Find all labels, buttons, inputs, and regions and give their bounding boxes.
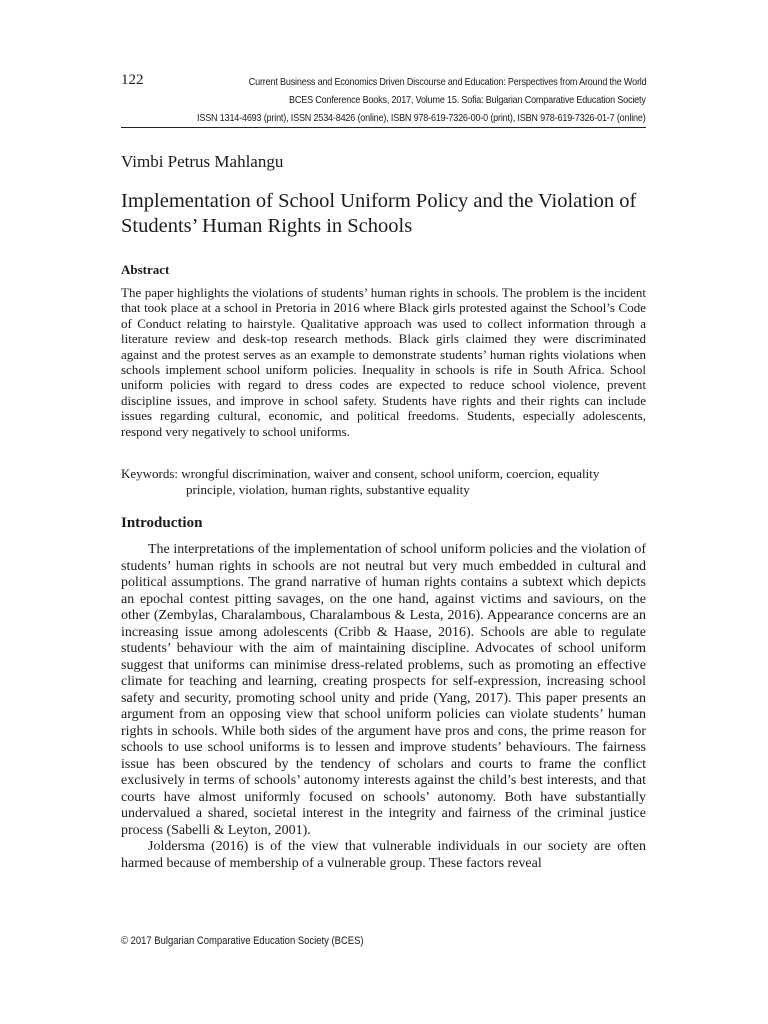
abstract-heading: Abstract xyxy=(121,262,170,277)
abstract-body: The paper highlights the violations of students’ human rights in schools. The problem is the incident that took place at a school in Pretoria in 2016 where Black girls protested against the School’s Code of Conduct relating to hairstyle. Qualitative approach was used to collect information through a literature review and desk-top research methods. Black girls claimed they were discriminated against and the protest serves as an example to demonstrate students’ human rights violations when schools implement school uniform policies. Inequality in schools is rife in South Africa. School uniform policies with regard to dress codes are expected to reduce school violence, prevent discipline issues, and improve in school safety. Students have rights and their rights can include issues regarding cultural, economic, and political freedoms. Students, especially adolescents, respond very negatively to school uniforms. xyxy=(121,285,646,439)
header-series-info: BCES Conference Books, 2017, Volume 15. Sofia: Bulgarian Comparative Education Society xyxy=(289,94,646,106)
introduction-paragraph: The interpretations of the implementation of school uniform policies and the violation of students’ human rights in schools are not neutral but very much embedded in cultural and political assumptions. The grand narrative of human rights contains a subtext which depicts an epochal contest pitting savages, on the one hand, against victims and saviours, on the other (Zembylas, Charalambous, Charalambous & Lesta, 2016). Appearance concerns are an increasing issue among adolescents (Cribb & Haase, 2016). Schools are able to regulate students’ behaviour with the aim of maintaining discipline. Advocates of school uniform suggest that uniforms can minimise dress-related problems, such as promoting an effective climate for teaching and learning, creating prospects for self-expression, increasing school safety and security, promoting school unity and pride (Yang, 2017). This paper presents an argument from an opposing view that school uniform policies can violate students’ human rights in schools. While both sides of the argument have pros and cons, the prime reason for schools to use school uniforms is to lessen and improve students’ behaviours. The fairness issue has been obscured by the tendency of scholars and courts to frame the conflict exclusively in terms of schools’ autonomy interests against the child’s best interests, and that courts have almost uniformly focused on schools’ autonomy. Both have substantially undervalued a shared, societal interest in the integrity and fairness of the criminal justice process (Sabelli & Leyton, 2001). xyxy=(121,542,646,838)
keywords xyxy=(121,466,661,498)
page-number: 122 xyxy=(121,72,144,88)
header-isbn: ISSN 1314-4693 (print), ISSN 2534-8426 (online), ISBN 978-619-7326-00-0 (print), ISBN 978-619-7326-01-7 (online) xyxy=(197,112,646,124)
author-name: Vimbi Petrus Mahlangu xyxy=(121,152,284,171)
header-rule xyxy=(121,127,646,128)
keywords-line-2: principle, violation, human rights, substantive equality xyxy=(186,482,470,497)
header-book-title: Current Business and Economics Driven Discourse and Education: Perspectives from Around the World xyxy=(248,76,646,88)
introduction-body xyxy=(121,542,646,872)
introduction-paragraph: Joldersma (2016) is of the view that vulnerable individuals in our society are often harmed because of membership of a vulnerable group. These factors reveal xyxy=(121,839,646,871)
copyright-footer: © 2017 Bulgarian Comparative Education Society (BCES) xyxy=(121,935,364,947)
paper-title: Implementation of School Uniform Policy and the Violation of Students’ Human Rights in Schools xyxy=(121,190,637,237)
keywords-line-1: Keywords: wrongful discrimination, waiver and consent, school uniform, coercion, equality xyxy=(121,466,600,481)
introduction-heading: Introduction xyxy=(121,515,203,531)
